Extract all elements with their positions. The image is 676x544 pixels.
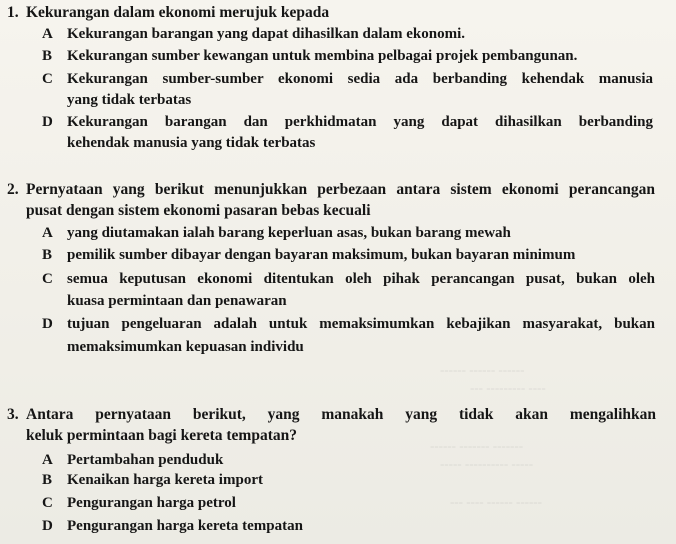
q1-option-d-text: Kekurangan barangan dan perkhidmatan yang dapat dihasilkan berbanding [67, 114, 653, 130]
q1-option-b-text: Kekurangan sumber kewangan untuk membina pelbagai projek pembangunan. [67, 48, 578, 64]
q1-option-d-text-cont: kehendak manusia yang tidak terbatas [67, 135, 316, 151]
q2-option-b-letter: B [42, 247, 53, 263]
q1-option-c-text-cont: yang tidak terbatas [67, 92, 192, 108]
q3-option-d-letter: D [42, 518, 53, 534]
question-2-stem: Pernyataan yang berikut menunjukkan perbezaan antara sistem ekonomi perancangan [26, 181, 655, 198]
q2-option-c-text-cont: kuasa permintaan dan penawaran [67, 293, 287, 309]
q1-option-a-text: Kekurangan barangan yang dapat dihasilkan dalam ekonomi. [67, 26, 466, 42]
bleed-through-text: ------ ------ ------ [440, 362, 525, 377]
q3-option-c-text: Pengurangan harga petrol [67, 495, 236, 511]
q3-option-a-letter: A [42, 452, 53, 468]
q3-option-b-letter: B [42, 472, 53, 488]
q3-option-d-text: Pengurangan harga kereta tempatan [67, 518, 303, 534]
bleed-through-text: ---- --------- --- [470, 380, 546, 395]
q1-option-b-letter: B [42, 48, 53, 64]
q2-option-d-text: tujuan pengeluaran adalah untuk memaksimumkan kebajikan masyarakat, bukan [67, 316, 655, 332]
q2-option-d-text-cont: memaksimumkan kepuasan individu [67, 339, 304, 355]
bleed-through-text: ----- ---------- ----- [440, 456, 534, 471]
q1-option-a-letter: A [42, 26, 53, 42]
q3-option-a-text: Pertambahan penduduk [67, 452, 224, 468]
q2-option-a-text: yang diutamakan ialah barang keperluan asas, bukan barang mewah [67, 225, 511, 241]
question-2-number: 2. [7, 181, 19, 198]
question-3-stem: Antara pernyataan berikut, yang manakah yang tidak akan mengalihkan [26, 406, 656, 423]
q3-option-b-text: Kenaikan harga kereta import [67, 472, 263, 488]
question-2-stem-cont: pusat dengan sistem ekonomi pasaran bebas kecuali [26, 202, 371, 219]
q1-option-c-letter: C [42, 71, 53, 87]
q2-option-c-text: semua keputusan ekonomi ditentukan oleh pihak perancangan pusat, bukan oleh [67, 271, 655, 287]
q2-option-d-letter: D [42, 316, 53, 332]
question-3-stem-cont: keluk permintaan bagi kereta tempatan? [26, 427, 297, 444]
bleed-through-text: ------ ------ ---- --- [450, 494, 543, 509]
q2-option-a-letter: A [42, 225, 53, 241]
bleed-through-text: ------- ------- ------ [430, 438, 524, 453]
q2-option-b-text: pemilik sumber dibayar dengan bayaran maksimum, bukan bayaran minimum [67, 247, 576, 263]
question-1-number: 1. [7, 4, 19, 21]
q1-option-c-text: Kekurangan sumber-sumber ekonomi sedia ada berbanding kehendak manusia [67, 71, 653, 87]
question-1-stem: Kekurangan dalam ekonomi merujuk kepada [26, 4, 330, 21]
q1-option-d-letter: D [42, 114, 53, 130]
question-3-number: 3. [7, 406, 19, 423]
q2-option-c-letter: C [42, 271, 53, 287]
q3-option-c-letter: C [42, 495, 53, 511]
